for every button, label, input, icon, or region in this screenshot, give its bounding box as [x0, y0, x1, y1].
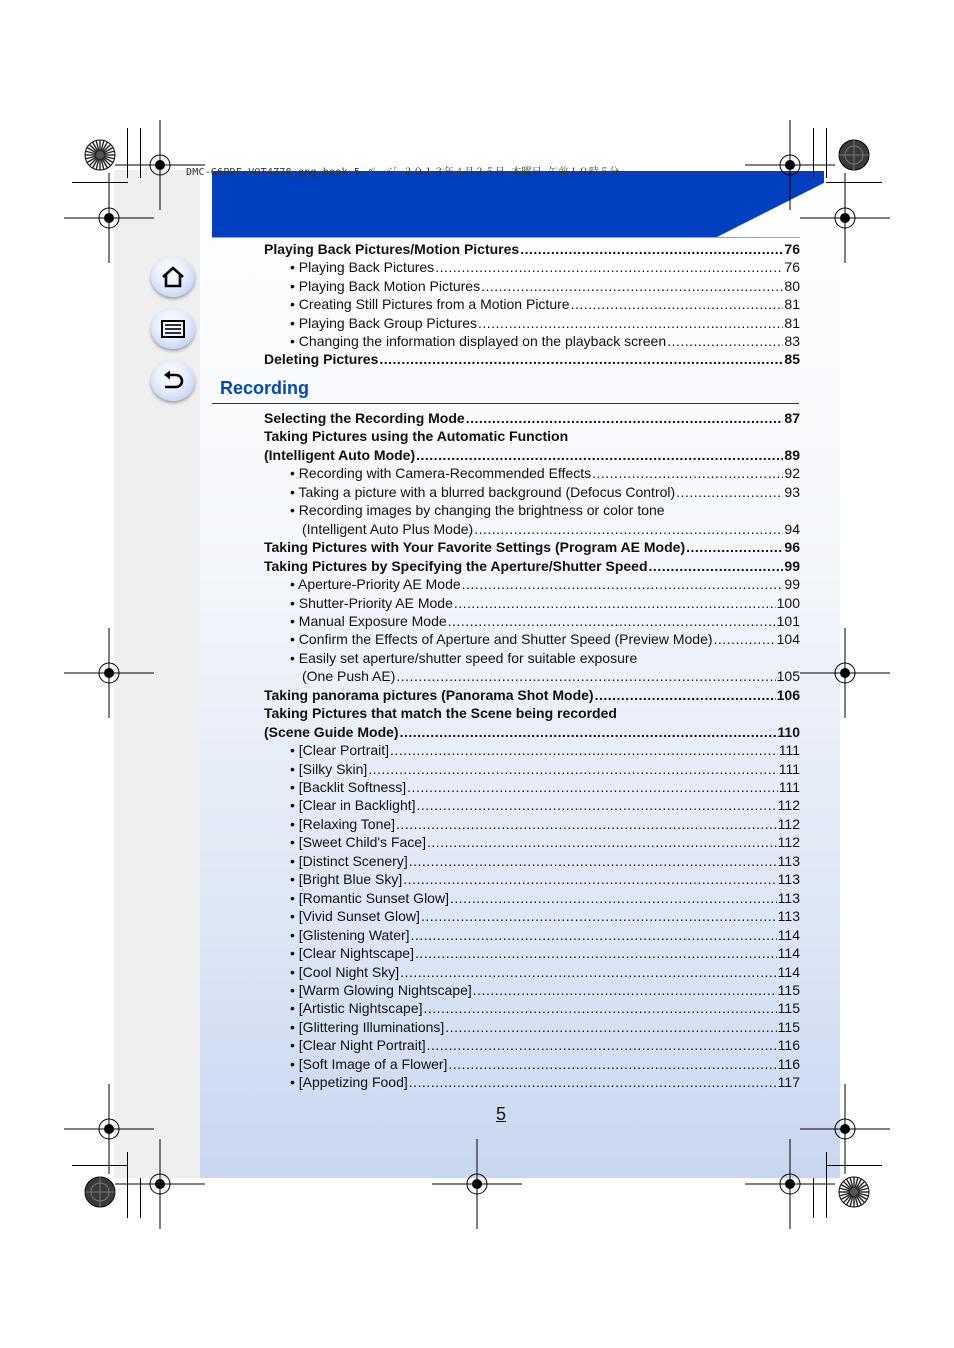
toc-leader-dots	[714, 630, 776, 648]
toc-entry-title: • Recording with Camera-Recommended Effects	[290, 465, 592, 482]
toc-entry-title: • [Bright Blue Sky]	[290, 871, 403, 888]
header-band	[212, 171, 824, 237]
toc-entry-title: • [Glittering Illuminations]	[290, 1018, 445, 1035]
back-button[interactable]	[151, 361, 195, 401]
section-title: Recording	[220, 378, 310, 398]
toc-leader-dots	[595, 686, 776, 704]
toc-entry-page: 96	[784, 539, 800, 556]
toc-entry-title: • [Silky Skin]	[290, 760, 368, 777]
registration-mark-icon	[800, 173, 890, 263]
toc-leader-dots	[396, 815, 777, 833]
toc-leader-dots	[403, 870, 776, 888]
toc-entry-page: 111	[778, 779, 800, 795]
toc-entry-title: • [Vivid Sunset Glow]	[290, 908, 420, 925]
toc-entry-page: 99	[784, 557, 800, 574]
toc-leader-dots	[649, 557, 784, 575]
toc-entry[interactable]	[290, 760, 800, 778]
toc-entry-page: 104	[776, 631, 800, 648]
list-icon	[160, 316, 186, 342]
toc-entry[interactable]	[290, 332, 800, 350]
toc-entry-title: • [Clear Nightscape]	[290, 945, 414, 962]
toc-entry[interactable]	[264, 557, 800, 575]
registration-mark-icon	[64, 173, 154, 263]
toc-leader-dots	[415, 944, 777, 962]
toc-entry-page: 113	[777, 852, 800, 869]
toc-entry-title: (Intelligent Auto Plus Mode)	[302, 520, 474, 537]
toc-entry-title: (Scene Guide Mode)	[264, 723, 399, 740]
toc-entry-page: 81	[784, 296, 800, 313]
toc-entry[interactable]	[290, 1018, 800, 1036]
toc-entry[interactable]	[290, 314, 800, 332]
toc-entry-page: 76	[784, 241, 800, 257]
toc-entry[interactable]	[290, 741, 800, 759]
toc-leader-dots	[427, 833, 777, 851]
toc-entry-page: 117	[777, 1074, 800, 1091]
toc-entry-title: • [Artistic Nightscape]	[290, 1000, 423, 1017]
home-icon	[160, 264, 186, 290]
toc-leader-dots	[445, 1018, 776, 1036]
toc-entry-title: • Playing Back Pictures	[290, 259, 435, 276]
toc-entry-title: • [Clear Night Portrait]	[290, 1037, 426, 1054]
toc-entry-title: • [Appetizing Food]	[290, 1074, 408, 1091]
toc-entry-title: • [Clear in Backlight]	[290, 797, 416, 814]
registration-mark-icon	[800, 628, 890, 718]
toc-entry-page: 113	[777, 889, 800, 906]
section-divider	[212, 403, 799, 404]
toc-entry-title: • [Backlit Softness]	[290, 779, 407, 795]
toc-entry-title: • Aperture-Priority AE Mode	[290, 576, 461, 593]
toc-entry-page: 114	[777, 963, 800, 980]
toc-entry[interactable]	[264, 350, 800, 368]
header-divider	[212, 237, 800, 238]
toc-entry-title: Taking Pictures using the Automatic Function	[264, 428, 569, 445]
toc-leader-dots	[676, 483, 783, 501]
toc-entry-page: 114	[777, 926, 800, 943]
toc-entry[interactable]	[290, 852, 800, 870]
toc-leader-dots	[569, 427, 799, 445]
toc-leader-dots	[450, 889, 777, 907]
toc-entry[interactable]	[290, 870, 800, 888]
toc-entry[interactable]	[264, 446, 800, 464]
toc-entry[interactable]	[290, 630, 800, 648]
toc-entry[interactable]	[290, 778, 800, 796]
color-target-icon	[837, 138, 871, 172]
toc-entry[interactable]	[290, 277, 800, 295]
toc-leader-dots	[686, 538, 783, 556]
toc-leader-dots	[400, 723, 777, 741]
toc-leader-dots	[478, 314, 783, 332]
toc-entry[interactable]	[264, 538, 800, 556]
toc-entry-page: 99	[784, 576, 800, 593]
toc-entry-title: Selecting the Recording Mode	[264, 410, 465, 426]
toc-leader-dots	[400, 963, 777, 981]
toc-entry[interactable]	[290, 295, 800, 313]
toc-entry-title: • [Relaxing Tone]	[290, 815, 396, 832]
toc-entry[interactable]	[290, 1055, 800, 1073]
toc-leader-dots	[435, 258, 783, 276]
toc-entry-title: • [Glistening Water]	[290, 926, 410, 943]
toc-entry-page: 115	[777, 1018, 800, 1035]
toc-entry-page: 112	[777, 797, 800, 814]
toc-entry[interactable]	[264, 686, 800, 704]
toc-entry-page: 111	[778, 760, 800, 777]
toc-entry[interactable]	[290, 501, 800, 519]
toc-leader-dots	[618, 704, 799, 722]
toc-leader-dots	[390, 741, 778, 759]
toc-entry-title: Playing Back Pictures/Motion Pictures	[264, 241, 520, 257]
toc-entry-title: • Easily set aperture/shutter speed for suitable exposure	[290, 649, 638, 666]
toc-entry-title: • [Cool Night Sky]	[290, 963, 400, 980]
toc-entry[interactable]	[290, 464, 800, 482]
toc-leader-dots	[592, 464, 783, 482]
toc-entry-title: Taking panorama pictures (Panorama Shot Mode)	[264, 686, 594, 703]
toc-entry[interactable]	[290, 815, 800, 833]
toc-entry-title: • [Warm Glowing Nightscape]	[290, 981, 472, 998]
toc-entry-title: (Intelligent Auto Mode)	[264, 446, 416, 463]
toc-entry-page: 85	[784, 351, 800, 368]
toc-entry[interactable]	[290, 963, 800, 981]
toc-entry[interactable]	[290, 258, 800, 276]
toc-entry[interactable]	[290, 594, 800, 612]
toc-leader-dots	[448, 1055, 776, 1073]
toc-entry[interactable]	[290, 796, 800, 814]
toc-leader-dots	[427, 1036, 777, 1054]
toc-entry[interactable]	[264, 704, 800, 722]
toc-entry[interactable]	[290, 907, 800, 925]
toc-entry-title: • [Distinct Scenery]	[290, 852, 408, 869]
toc-entry-title: (One Push AE)	[302, 668, 396, 685]
toc-leader-dots	[379, 350, 783, 368]
toc-entry-title: • [Soft Image of a Flower]	[290, 1055, 448, 1072]
toc-leader-dots	[448, 612, 776, 630]
home-button[interactable]	[151, 257, 195, 297]
toc-entry[interactable]	[302, 667, 800, 685]
toc-leader-dots	[638, 649, 799, 667]
toc-entry-page: 92	[784, 465, 800, 482]
toc-leader-dots	[473, 981, 777, 999]
toc-entry-page: 80	[784, 277, 800, 294]
registration-mark-icon	[745, 1139, 835, 1229]
toc-entry-title: • Recording images by changing the brightness or color tone	[290, 502, 665, 519]
toc-leader-dots	[409, 1073, 777, 1091]
toc-leader-dots	[417, 796, 777, 814]
toc-entry-page: 81	[784, 314, 800, 331]
toc-entry-title: • Playing Back Group Pictures	[290, 314, 477, 331]
toc-entry-page: 76	[784, 259, 800, 276]
toc-entry-page: 87	[784, 410, 800, 426]
toc-leader-dots	[368, 760, 777, 778]
toc-entry[interactable]	[290, 889, 800, 907]
toc-entry[interactable]	[290, 926, 800, 944]
toc-entry-title: • [Sweet Child's Face]	[290, 834, 426, 851]
toc-entry-page: 93	[784, 483, 800, 500]
toc-entry-page: 112	[777, 834, 800, 851]
toc-entry-page: 106	[776, 686, 800, 703]
toc-leader-dots	[416, 446, 783, 464]
toc-entry[interactable]	[264, 240, 800, 258]
toc-entry-title: • Creating Still Pictures from a Motion Picture	[290, 296, 570, 313]
toc-entry-page: 115	[777, 981, 800, 998]
toc-leader-dots	[520, 240, 783, 258]
toc-leader-dots	[462, 575, 784, 593]
toc-entry-title: Taking Pictures with Your Favorite Settings (Program AE Mode)	[264, 539, 686, 556]
print-mark: DMC-G6PDF-VQT4Z78_eng.book 5 ページ ２０１３年４月２５日 木曜日 午前１０時５分	[186, 167, 620, 178]
toc-entry-page: 83	[784, 333, 800, 349]
back-icon	[160, 368, 186, 394]
toc-entry-page: 111	[778, 742, 800, 759]
toc-entry[interactable]	[264, 427, 800, 445]
toc-leader-dots	[474, 520, 783, 538]
toc-leader-dots	[454, 594, 776, 612]
toc-entry-page: 115	[777, 1000, 800, 1017]
toc-entry-page: 113	[777, 871, 800, 888]
toc-entry[interactable]	[290, 999, 800, 1017]
toc-leader-dots	[666, 501, 799, 519]
toc-entry-title: • Shutter-Priority AE Mode	[290, 594, 453, 611]
registration-mark-icon	[115, 1139, 205, 1229]
toc-entry-page: 116	[777, 1055, 800, 1072]
toc-entry-page: 112	[777, 815, 800, 832]
toc-entry-page: 116	[777, 1037, 800, 1054]
toc-entry[interactable]	[264, 723, 800, 741]
toc-leader-dots	[571, 295, 784, 313]
toc-leader-dots	[409, 852, 777, 870]
toc-entry-title: Taking Pictures that match the Scene being recorded	[264, 705, 617, 722]
color-target-icon	[837, 1175, 871, 1209]
page-number: 5	[496, 1104, 507, 1124]
color-target-icon	[83, 1175, 117, 1209]
color-target-icon	[83, 138, 117, 172]
registration-mark-icon	[432, 1139, 522, 1229]
toc-entry[interactable]	[290, 612, 800, 630]
toc-entry-page: 114	[777, 945, 800, 962]
toc-entry[interactable]	[290, 575, 800, 593]
toc-entry[interactable]	[290, 1036, 800, 1054]
toc-entry-title: • Confirm the Effects of Aperture and Shutter Speed (Preview Mode)	[290, 631, 713, 648]
toc-entry[interactable]	[290, 483, 800, 501]
toc-leader-dots	[481, 277, 783, 295]
toc-entry-title: • Playing Back Motion Pictures	[290, 277, 481, 294]
toc-entry[interactable]	[302, 520, 800, 538]
toc-entry[interactable]	[290, 1073, 800, 1091]
toc-leader-dots	[424, 999, 777, 1017]
toc-entry-title: • Manual Exposure Mode	[290, 612, 447, 629]
toc-entry[interactable]	[290, 981, 800, 999]
toc-leader-dots	[411, 926, 777, 944]
toc-entry[interactable]	[264, 409, 800, 427]
toc-leader-dots	[407, 778, 778, 796]
toc-entry-page: 105	[776, 668, 800, 685]
toc-entry[interactable]	[290, 649, 800, 667]
registration-mark-icon	[64, 628, 154, 718]
toc-entry-title: Deleting Pictures	[264, 351, 379, 368]
toc-entry-page: 113	[777, 908, 800, 925]
toc-entry-title: • Changing the information displayed on the playback screen	[290, 333, 667, 349]
toc-entry-page: 89	[784, 446, 800, 463]
toc-entry-title: • [Romantic Sunset Glow]	[290, 889, 449, 906]
toc-entry-page: 101	[776, 612, 800, 629]
toc-leader-dots	[396, 667, 775, 685]
toc-entry-page: 110	[777, 723, 800, 740]
contents-button[interactable]	[151, 309, 195, 349]
toc-entry[interactable]	[290, 833, 800, 851]
toc-leader-dots	[667, 332, 783, 350]
toc-leader-dots	[421, 907, 777, 925]
toc-entry[interactable]	[290, 944, 800, 962]
toc-entry-page: 94	[784, 520, 800, 537]
toc-entry-title: • [Clear Portrait]	[290, 742, 390, 759]
toc-leader-dots	[466, 409, 784, 427]
toc-entry-title: • Taking a picture with a blurred background (Defocus Control)	[290, 483, 676, 500]
toc-entry-title: Taking Pictures by Specifying the Aperture/Shutter Speed	[264, 557, 648, 574]
toc-entry-page: 100	[776, 594, 800, 611]
